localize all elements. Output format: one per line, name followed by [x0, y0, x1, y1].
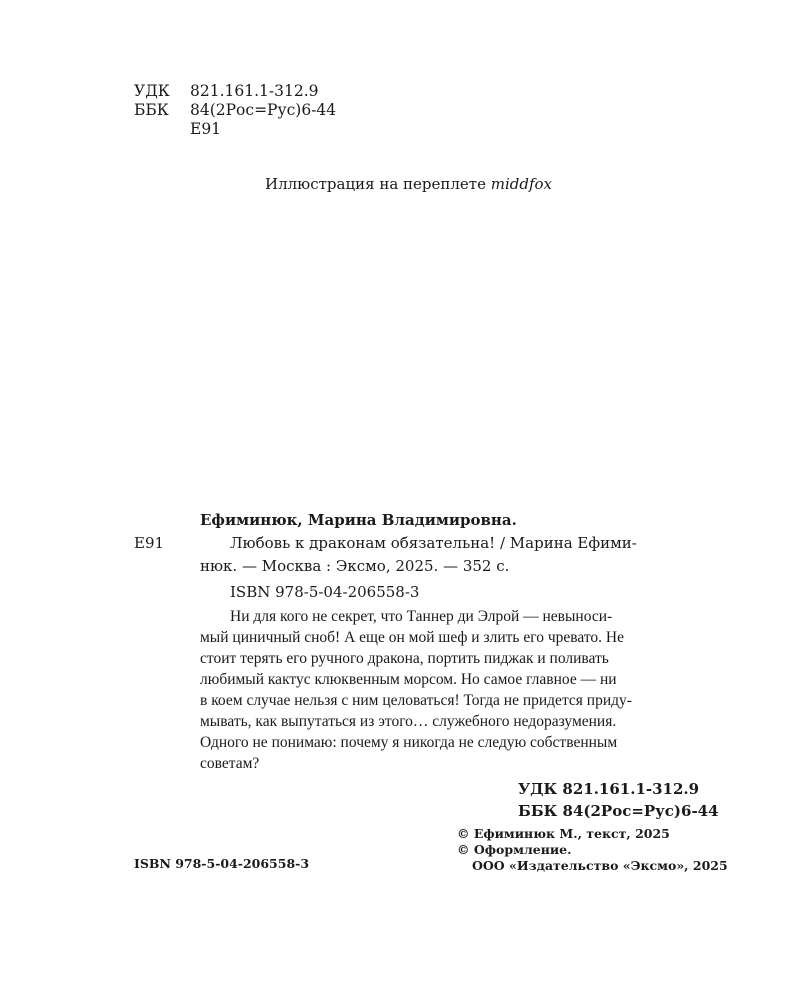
abstract-line: в коем случае нельзя с ним целоваться! Тогда не придется приду-: [200, 692, 632, 709]
footer-isbn: ISBN 978-5-04-206558-3: [134, 856, 310, 871]
abstract-line: Одного не понимаю: почему я никогда не следую собственным: [200, 734, 618, 751]
margin-sign: Е91: [134, 534, 165, 552]
illustration-credit: [265, 175, 552, 193]
biblio-isbn: ISBN 978-5-04-206558-3: [230, 583, 420, 601]
biblio-line-2: нюк. — Москва : Эксмо, 2025. — 352 с.: [200, 557, 510, 575]
bbk-value: 84(2Рос=Рус)6-44: [190, 101, 337, 119]
udk-value: 821.161.1-312.9: [190, 82, 319, 100]
author-sign: Е91: [190, 120, 222, 138]
udk-label: УДК: [134, 82, 170, 100]
author-heading: Ефиминюк, Марина Владимировна.: [200, 511, 517, 529]
copyright-text: © Ефиминюк М., текст, 2025: [457, 826, 670, 841]
bbk-bottom: ББК 84(2Рос=Рус)6-44: [518, 802, 719, 820]
illustration-artist: middfox: [490, 175, 553, 193]
udk-bottom: УДК 821.161.1-312.9: [518, 780, 700, 798]
abstract-line: советам?: [200, 755, 260, 772]
abstract-line: мывать, как выпутаться из этого… служебного недоразумения.: [200, 713, 617, 730]
copyright-publisher: ООО «Издательство «Эксмо», 2025: [472, 858, 728, 873]
copyright-design: © Оформление.: [457, 842, 572, 857]
abstract-line: стоит терять его ручного дракона, портить пиджак и поливать: [200, 650, 609, 667]
abstract-line: мый циничный сноб! А еще он мой шеф и злить его чревато. Не: [200, 629, 624, 646]
abstract-line: Ни для кого не секрет, что Таннер ди Элрой — невыноси-: [230, 608, 613, 625]
illustration-text: Иллюстрация на переплете: [265, 175, 491, 193]
bbk-label: ББК: [134, 101, 169, 119]
biblio-line-1: Любовь к драконам обязательна! / Марина Ефими-: [230, 534, 637, 552]
abstract-line: любимый кактус клюквенным морсом. Но самое главное — ни: [200, 671, 617, 688]
